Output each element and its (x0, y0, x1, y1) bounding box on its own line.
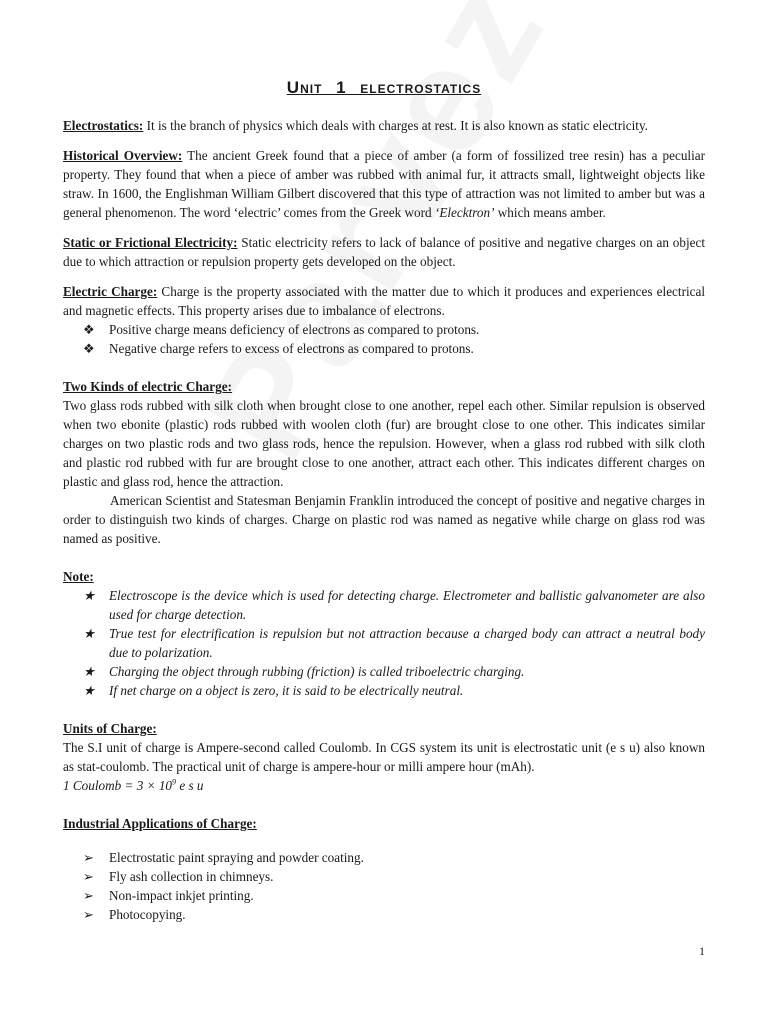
units-paragraph: The S.I unit of charge is Ampere-second called Coulomb. In CGS system its unit is electrostatic unit (e s u) also known as stat-coulomb. The practical unit of charge is ampere-hour or milli ampere hour (mAh). (63, 740, 705, 774)
list-item (63, 320, 705, 339)
static-paragraph (63, 233, 705, 271)
list-item (63, 867, 705, 886)
two-kinds-paragraph-2: American Scientist and Statesman Benjamin Franklin introduced the concept of positive and negative charges in order to distinguish two kinds of charges. Charge on plastic rod was named as negative while charge on glass rod was named as positive. (63, 493, 705, 546)
historical-heading: Historical Overview: (63, 148, 183, 163)
two-kinds-heading: Two Kinds of electric Charge: (63, 379, 232, 394)
industrial-heading-line (63, 814, 705, 833)
historical-paragraph (63, 146, 705, 222)
formula-right: e s u (176, 778, 204, 793)
note-heading: Note: (63, 569, 94, 584)
electrostatics-heading: Electrostatics: (63, 118, 144, 133)
electrostatics-paragraph (63, 116, 705, 135)
star-bullet-icon: ★ (83, 626, 95, 641)
note-heading-line (63, 567, 705, 586)
page-title: Unit 1 electrostatics (286, 78, 482, 97)
electrostatics-text: It is the branch of physics which deals with charges at rest. It is also known as static electricity. (143, 118, 648, 133)
industrial-heading: Industrial Applications of Charge: (63, 816, 257, 831)
page-number: 1 (699, 944, 705, 958)
star-bullet-icon: ★ (83, 683, 95, 698)
list-item (63, 662, 705, 681)
list-item-text: Electroscope is the device which is used for detecting charge. Electrometer and ballistic galvanometer are also used for charge detection. (109, 588, 705, 622)
historical-text: The ancient Greek found that a piece of amber (a form of fossilized tree resin) has a peculiar property. They found that when a piece of amber was rubbed with animal fur, it attracts small, lightweight objects like straw. In 1600, the Englishman William Gilbert discovered that this type of attraction was not limited to amber but was a general phenomenon. The word ‘electric’ comes from the Greek word (63, 148, 705, 220)
list-item (63, 624, 705, 662)
static-text: Static electricity refers to lack of balance of positive and negative charges on an object due to which attraction or repulsion property gets developed on the object. (63, 235, 705, 269)
two-kinds-paragraph-1: Two glass rods rubbed with silk cloth when brought close to one another, repel each other. Similar repulsion is observed when two ebonite (plastic) rods rubbed with woolen cloth (fur) are brought close to one other. This indicates similar charges on two plastic rods and two glass rods, hence the repulsion. However, when a glass rod rubbed with silk cloth and plastic rod rubbed with fur are brought close to one another, attract each other. This indicates different charges on plastic and glass rod, hence the attraction. (63, 398, 705, 489)
elecktron-word: ‘Elecktron’ (434, 205, 495, 220)
static-heading: Static or Frictional Electricity: (63, 235, 238, 250)
units-heading: Units of Charge: (63, 721, 157, 736)
charge-text: Charge is the property associated with the matter due to which it produces and experiences electrical and magnetic effects. This property arises due to imbalance of electrons. (63, 284, 705, 318)
list-item-text: Electrostatic paint spraying and powder coating. (109, 850, 364, 865)
diamond-bullet-icon: ❖ (83, 322, 95, 337)
list-item (63, 905, 705, 924)
list-item (63, 848, 705, 867)
two-kinds-heading-line (63, 377, 705, 396)
star-bullet-icon: ★ (83, 588, 95, 603)
list-item (63, 681, 705, 700)
arrow-bullet-icon: ➢ (83, 907, 95, 922)
charge-paragraph (63, 282, 705, 320)
note-list (63, 586, 705, 700)
charge-heading: Electric Charge: (63, 284, 158, 299)
arrow-bullet-icon: ➢ (83, 850, 95, 865)
formula-exponent: 9 (172, 777, 177, 787)
list-item-text: If net charge on a object is zero, it is said to be electrically neutral. (109, 683, 464, 698)
diamond-bullet-icon: ❖ (83, 341, 95, 356)
industrial-list (63, 848, 705, 924)
star-bullet-icon: ★ (83, 664, 95, 679)
units-heading-line (63, 719, 705, 738)
arrow-bullet-icon: ➢ (83, 888, 95, 903)
list-item (63, 886, 705, 905)
list-item-text: Non-impact inkjet printing. (109, 888, 254, 903)
arrow-bullet-icon: ➢ (83, 869, 95, 884)
document-page (63, 78, 705, 924)
list-item (63, 339, 705, 358)
list-item-text: Positive charge means deficiency of electrons as compared to protons. (109, 322, 480, 337)
charge-bullet-list (63, 320, 705, 358)
list-item-text: Photocopying. (109, 907, 186, 922)
list-item-text: Fly ash collection in chimneys. (109, 869, 274, 884)
list-item (63, 586, 705, 624)
list-item-text: True test for electrification is repulsion but not attraction because a charged body can attract a neutral body due to polarization. (109, 626, 705, 660)
coulomb-formula (63, 776, 705, 795)
historical-tail: which means amber. (494, 205, 606, 220)
list-item-text: Charging the object through rubbing (friction) is called triboelectric charging. (109, 664, 525, 679)
formula-left: 1 Coulomb = 3 × 10 (63, 778, 173, 793)
list-item-text: Negative charge refers to excess of electrons as compared to protons. (109, 341, 474, 356)
